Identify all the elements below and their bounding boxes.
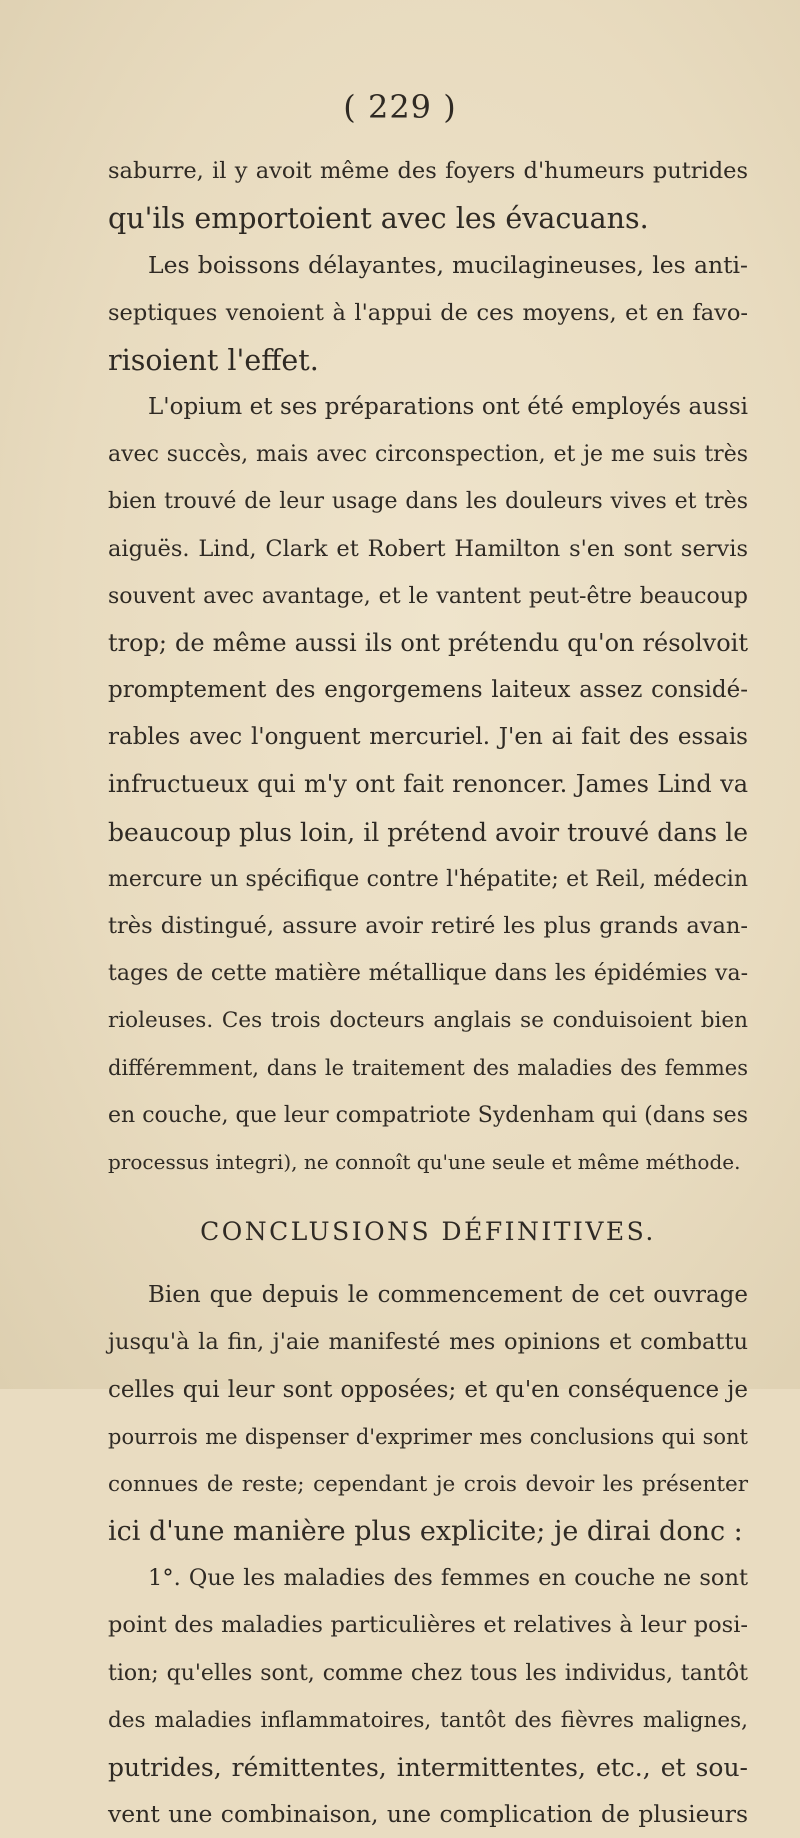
- text-line: saburre, il y avoit même des foyers d'humeurs putrides: [108, 158, 748, 184]
- text-line: risoient l'effet.: [108, 343, 319, 377]
- page-number: ( 229 ): [343, 88, 457, 126]
- text-line: rables avec l'onguent mercuriel. J'en ai fait des essais: [108, 724, 748, 751]
- text-line: rioleuses. Ces trois docteurs anglais se conduisoient bien: [108, 1008, 748, 1034]
- text-line: Bien que depuis le commencement de cet ouvrage: [148, 1282, 748, 1309]
- text-line: bien trouvé de leur usage dans les douleurs vives et très: [108, 489, 748, 515]
- text-line: connues de reste; cependant je crois devoir les présenter: [108, 1471, 748, 1497]
- text-line: mercure un spécifique contre l'hépatite; et Reil, médecin: [108, 866, 748, 892]
- paragraph-1: [108, 148, 748, 242]
- text-line: avec succès, mais avec circonspection, et je me suis très: [108, 442, 748, 468]
- paragraph-2: [108, 242, 748, 384]
- text-line: infructueux qui m'y ont fait renoncer. James Lind va: [108, 770, 748, 799]
- text-line: trop; de même aussi ils ont prétendu qu'on résolvoit: [108, 628, 748, 657]
- text-line: celles qui leur sont opposées; et qu'en conséquence je: [108, 1376, 748, 1403]
- text-line: qu'ils emportoient avec les évacuans.: [108, 202, 649, 236]
- paragraph-3: [108, 384, 748, 1186]
- section-heading: CONCLUSIONS DÉFINITIVES.: [200, 1217, 656, 1247]
- text-line: vent une combinaison, une complication de plusieurs: [108, 1800, 748, 1829]
- text-line: très distingué, assure avoir retiré les plus grands avan-: [108, 913, 748, 939]
- text-line: ici d'une manière plus explicite; je dirai donc :: [108, 1516, 743, 1548]
- text-line: souvent avec avantage, et le vantent peut-être beaucoup: [108, 583, 748, 609]
- conclusion-paragraph-2: [108, 1555, 748, 1838]
- text-line: Les boissons délayantes, mucilagineuses, les anti-: [148, 251, 748, 280]
- text-line: pourrois me dispenser d'exprimer mes conclusions qui sont: [108, 1424, 748, 1449]
- text-line: des maladies inflammatoires, tantôt des fièvres malignes,: [108, 1707, 748, 1733]
- text-line: en couche, que leur compatriote Sydenham qui (dans ses: [108, 1102, 748, 1128]
- text-line: jusqu'à la fin, j'aie manifesté mes opinions et combattu: [108, 1329, 748, 1356]
- text-line: L'opium et ses préparations ont été employés aussi: [148, 393, 748, 420]
- text-line: processus integri), ne connoît qu'une seule et même méthode.: [108, 1149, 741, 1174]
- text-line: 1°. Que les maladies des femmes en couche ne sont: [148, 1565, 748, 1592]
- text-line: aiguës. Lind, Clark et Robert Hamilton s'en sont servis: [108, 535, 748, 562]
- page-text: [108, 148, 748, 1838]
- text-line: promptement des engorgemens laiteux assez considé-: [108, 677, 748, 704]
- conclusion-paragraph-1: [108, 1272, 748, 1555]
- text-line: putrides, rémittentes, intermittentes, etc., et sou-: [108, 1753, 748, 1782]
- text-line: tion; qu'elles sont, comme chez tous les individus, tantôt: [108, 1660, 748, 1686]
- text-line: beaucoup plus loin, il prétend avoir trouvé dans le: [108, 817, 748, 847]
- text-line: point des maladies particulières et relatives à leur posi-: [108, 1612, 748, 1639]
- text-line: différemment, dans le traitement des maladies des femmes: [108, 1055, 748, 1080]
- text-line: septiques venoient à l'appui de ces moyens, et en favo-: [108, 299, 748, 326]
- text-line: tages de cette matière métallique dans les épidémies va-: [108, 961, 748, 987]
